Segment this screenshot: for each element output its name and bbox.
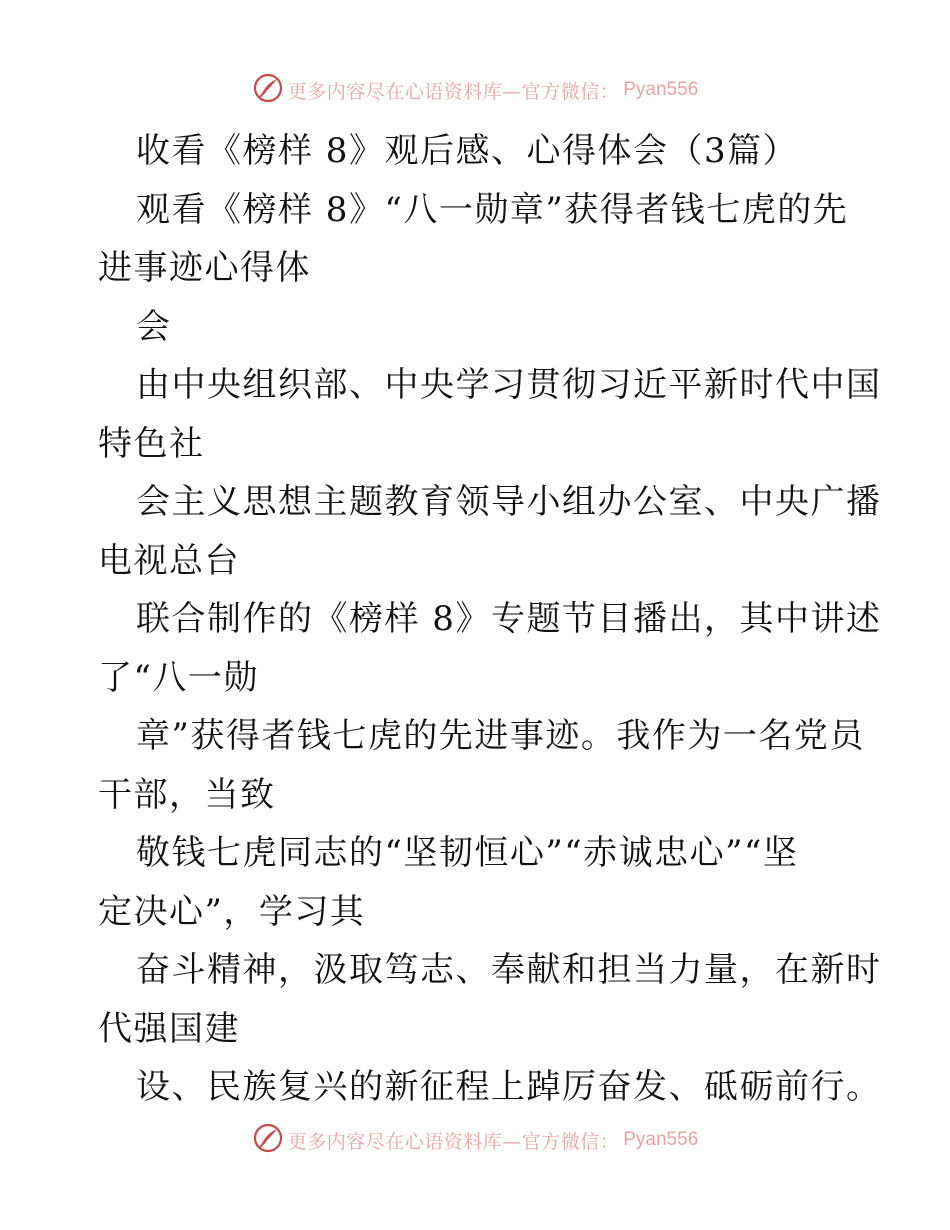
text-line: 敬钱七虎同志的“坚韧恒心”“赤诚忠心”“坚 <box>136 833 799 873</box>
text-line: 联合制作的《榜样 8》专题节目播出，其中讲述 <box>136 599 882 639</box>
quill-logo-icon <box>252 1122 284 1158</box>
watermark-text: 更多内容尽在心语资料库—官方微信： <box>287 80 620 103</box>
text-line: 由中央组织部、中央学习贯彻习近平新时代中国 <box>136 365 882 405</box>
document-body <box>98 122 882 1117</box>
text-line: 收看《榜样 8》观后感、心得体会（3篇） <box>136 131 799 171</box>
text-line: 会 <box>136 306 172 347</box>
watermark-text: 更多内容尽在心语资料库—官方微信： <box>287 1130 620 1153</box>
text-line: 设、民族复兴的新征程上踔厉奋发、砥砺前行。 <box>136 1067 882 1107</box>
text-line: 干部，当致 <box>98 774 276 815</box>
watermark-header <box>0 70 950 110</box>
text-line: 章”获得者钱七虎的先进事迹。我作为一名党员 <box>136 716 865 756</box>
text-line: 会主义思想主题教育领导小组办公室、中央广播 <box>136 482 882 522</box>
watermark-footer <box>0 1120 950 1160</box>
watermark-wechat-id: Pyan556 <box>623 1129 699 1150</box>
text-line: 代强国建 <box>98 1008 240 1049</box>
text-line: 电视总台 <box>98 540 240 581</box>
text-line: 进事迹心得体 <box>98 248 311 288</box>
text-line: 定决心”，学习其 <box>98 891 366 932</box>
text-line: 观看《榜样 8》“八一勋章”获得者钱七虎的先 <box>136 189 849 230</box>
watermark-wechat-id: Pyan556 <box>623 79 699 100</box>
quill-logo-icon <box>252 72 284 108</box>
text-line: 特色社 <box>98 423 205 464</box>
text-line: 了“八一勋 <box>98 657 259 698</box>
text-line: 奋斗精神，汲取笃志、奉献和担当力量，在新时 <box>136 950 882 990</box>
